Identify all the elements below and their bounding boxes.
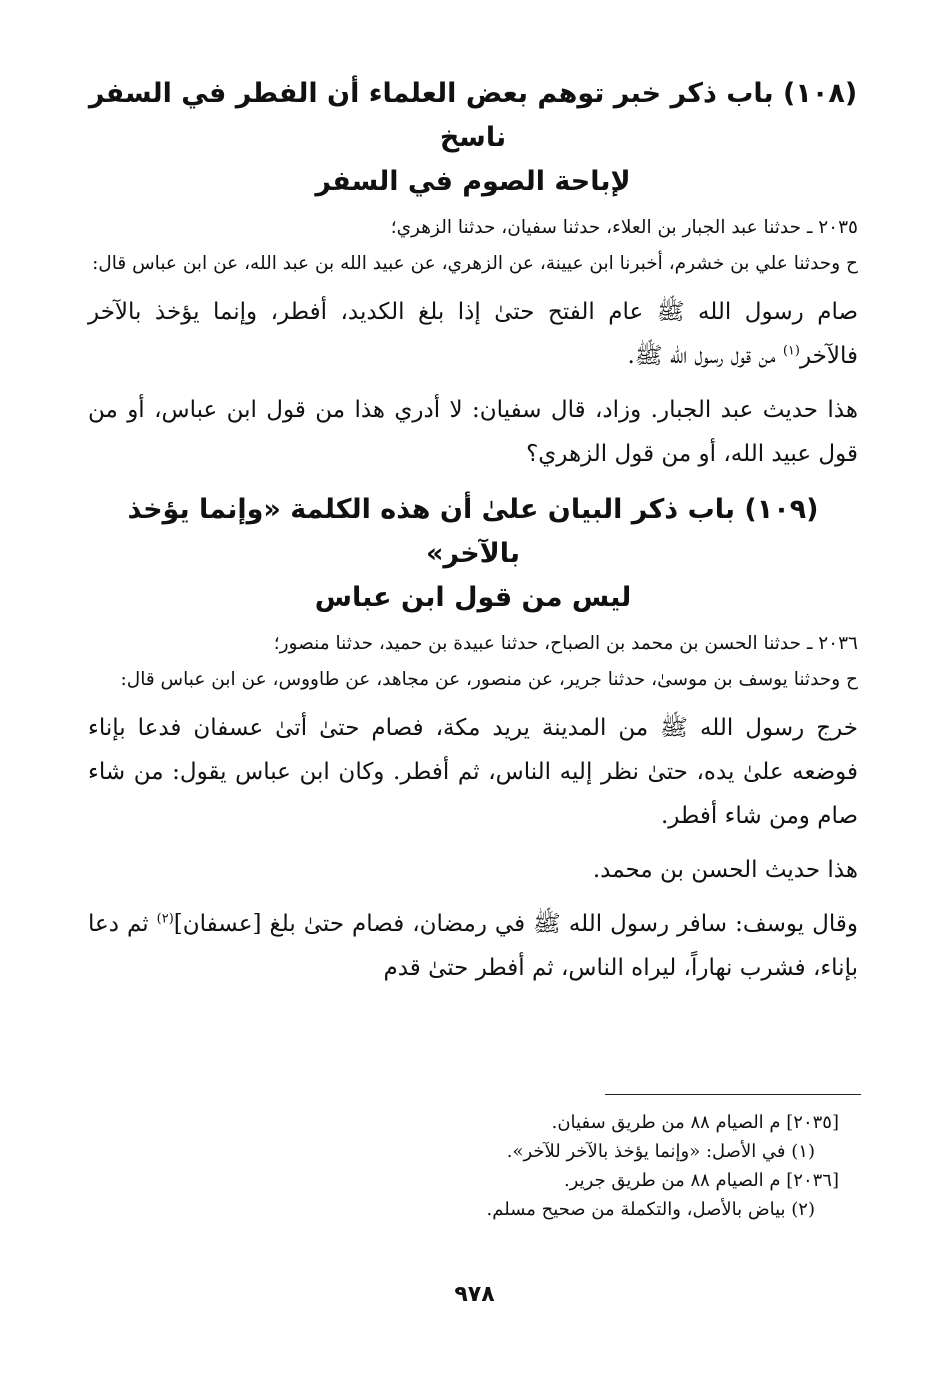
hadith-2035-text-part2: من قول رسول الله ﷺ. [627, 343, 783, 369]
footnotes [99, 1108, 839, 1224]
section-109-heading [88, 488, 858, 620]
hadith-2035-chain-1: ٢٠٣٥ ـ حدثنا عبد الجبار بن العلاء، حدثنا سفيان، حدثنا الزهري؛ [390, 217, 858, 238]
hadith-2035-text [88, 290, 858, 378]
footnote-marker-1: (١) [782, 343, 800, 359]
hadith-2035-text-part1: صام رسول الله ﷺ عام الفتح حتىٰ إذا بلغ الكديد، أفطر، وإنما يؤخذ بالآخر فالآخر [88, 299, 858, 369]
footnote-1: (١) في الأصل: «وإنما يؤخذ بالآخر للآخر». [506, 1141, 815, 1162]
footnote-marker-2: (٢) [156, 911, 174, 927]
section-109-heading-line1: (١٠٩) باب ذكر البيان علىٰ أن هذه الكلمة «وإنما يؤخذ بالآخر» [127, 494, 819, 569]
hadith-2035-comment: هذا حديث عبد الجبار. وزاد، قال سفيان: لا أدري هذا من قول ابن عباس، أو من قول عبيد الله، أو من قول الزهري؟ [88, 397, 858, 467]
footnote-divider [605, 1094, 861, 1095]
page-body [88, 60, 858, 1000]
hadith-2036-text: خرج رسول الله ﷺ من المدينة يريد مكة، فصام حتىٰ أتىٰ عسفان فدعا بإناء فوضعه علىٰ يده، حتىٰ نظر إليه الناس، ثم أفطر. وكان ابن عباس يقول: من شاء صام ومن شاء أفطر. [88, 715, 858, 829]
footnote-2035: [٢٠٣٥] م الصيام ٨٨ من طريق سفيان. [551, 1112, 839, 1133]
hadith-2036-yusuf-part1: وقال يوسف: سافر رسول الله ﷺ في رمضان، فصام حتىٰ بلغ [عسفان] [173, 911, 858, 937]
section-108-heading-line1: (١٠٨) باب ذكر خبر توهم بعض العلماء أن الفطر في السفر ناسخ [88, 78, 858, 153]
hadith-2036-chain-1: ٢٠٣٦ ـ حدثنا الحسن بن محمد بن الصباح، حدثنا عبيدة بن حميد، حدثنا منصور؛ [273, 633, 858, 654]
hadith-2036-comment: هذا حديث الحسن بن محمد. [592, 857, 858, 883]
footnote-2036: [٢٠٣٦] م الصيام ٨٨ من طريق جرير. [563, 1170, 839, 1191]
hadith-2036-chain-2: ح وحدثنا يوسف بن موسىٰ، حدثنا جرير، عن منصور، عن مجاهد، عن طاووس، عن ابن عباس قال: [120, 669, 858, 690]
hadith-2035-chain-2: ح وحدثنا علي بن خشرم، أخبرنا ابن عيينة، عن الزهري، عن عبيد الله بن عبد الله، عن ابن عباس قال: [92, 253, 858, 274]
section-108-heading [88, 72, 858, 204]
hadith-2036-yusuf-text [88, 902, 858, 990]
section-108-heading-line2: لإباحة الصوم في السفر [315, 166, 631, 197]
hadith-2036-yusuf-part2: ثم دعا بإناء، فشرب نهاراً، ليراه الناس، ثم أفطر حتىٰ قدم [88, 911, 858, 981]
section-109-heading-line2: ليس من قول ابن عباس [314, 582, 632, 613]
footnote-2: (٢) بياض بالأصل، والتكملة من صحيح مسلم. [486, 1199, 815, 1220]
page-number: ٩٧٨ [454, 1282, 495, 1307]
